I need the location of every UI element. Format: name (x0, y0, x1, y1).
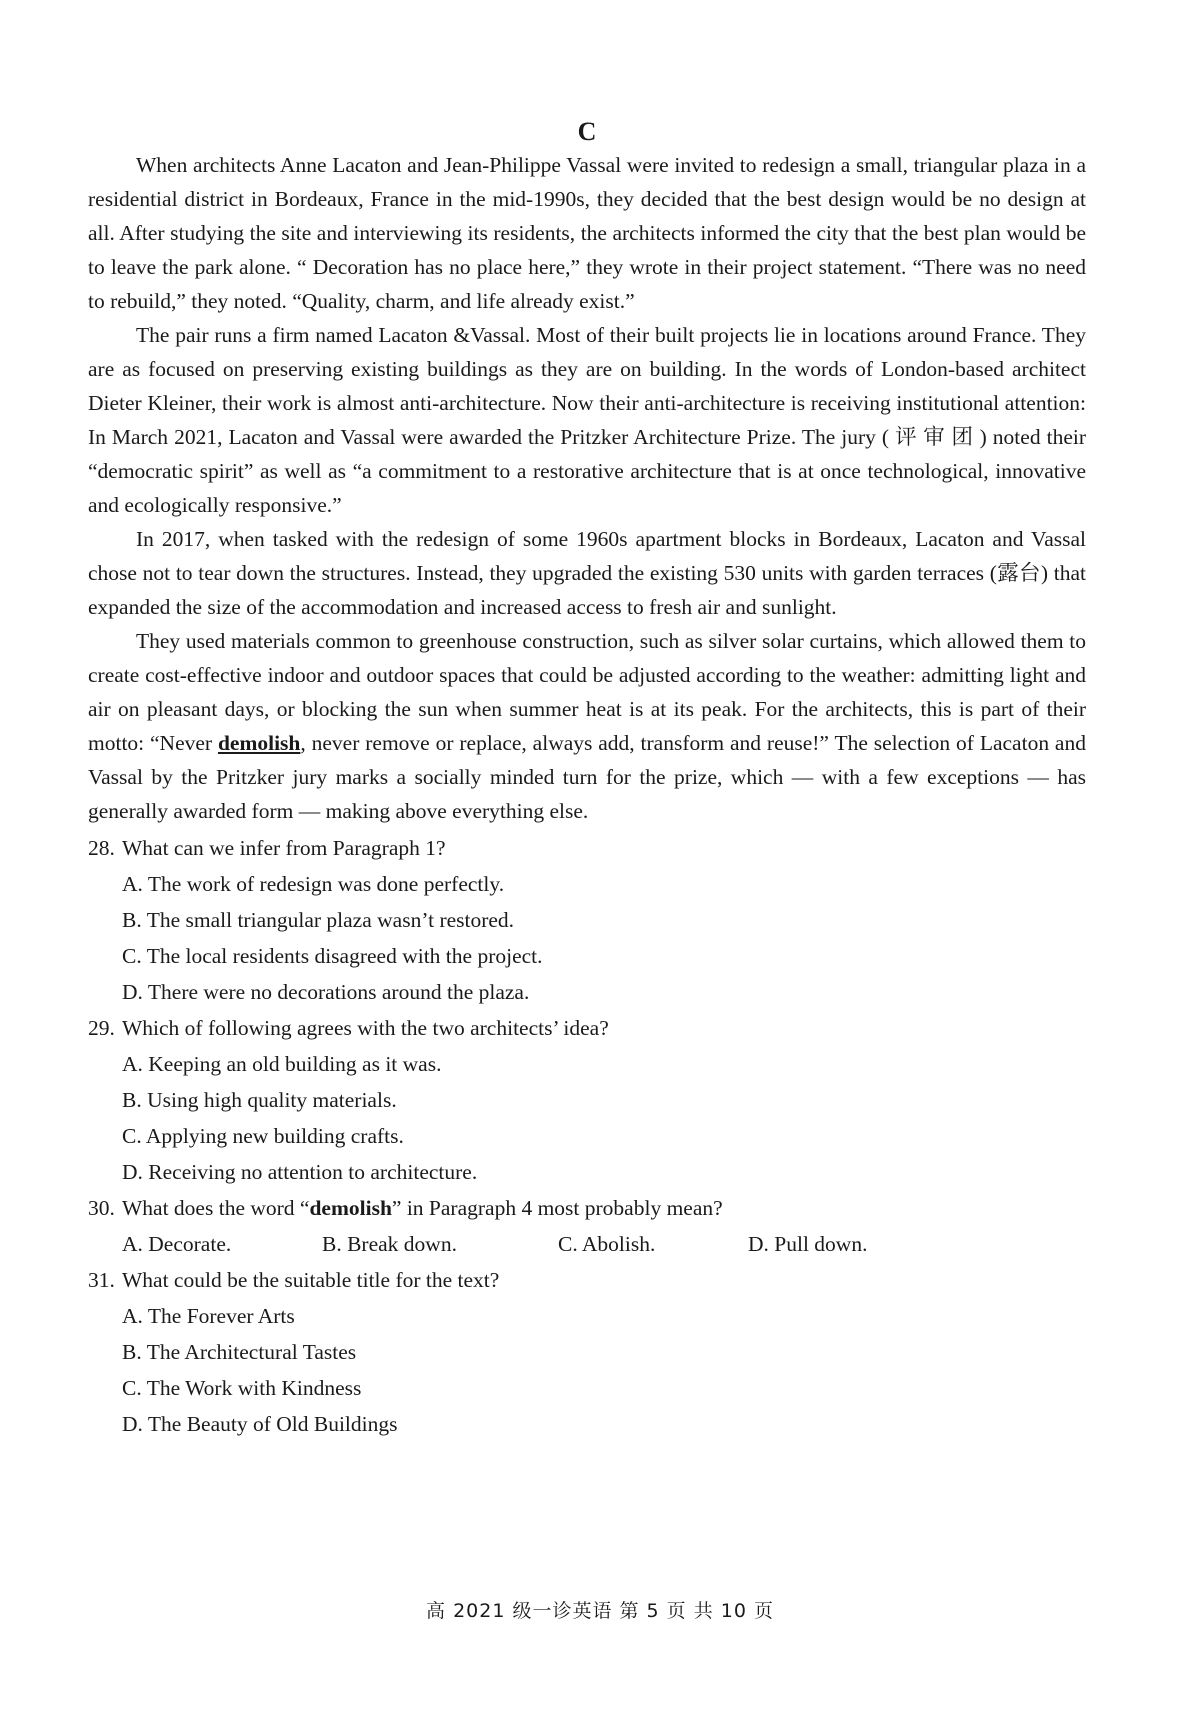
option-a: A. The Forever Arts (122, 1304, 295, 1328)
option-b: B. The Architectural Tastes (122, 1340, 357, 1364)
exam-page (88, 112, 1086, 1442)
question-stem: Which of following agrees with the two architects’ idea? (122, 1016, 609, 1040)
question-31 (88, 1262, 1086, 1442)
question-list (88, 830, 1086, 1442)
question-number: 30. (88, 1196, 115, 1220)
option-c: C. The local residents disagreed with the project. (122, 944, 543, 968)
paragraph-4-text-before: They used materials common to greenhouse construction, such as silver solar curtains, which allowed them to create cost-effective indoor and outdoor spaces that could be adjusted according to the weather: admitting light and air on pleasant days, or blocking the sun when summer heat is at its peak. For the architects, this is part of their motto: “Never (88, 629, 1086, 755)
question-stem-before: What does the word “ (122, 1196, 310, 1220)
option-c: C. The Work with Kindness (122, 1376, 362, 1400)
passage-paragraph-1: When architects Anne Lacaton and Jean-Philippe Vassal were invited to redesign a small, triangular plaza in a residential district in Bordeaux, France in the mid-1990s, they decided that the best design would be no design at all. After studying the site and interviewing its residents, the architects informed the city that the best plan would be to leave the park alone. “ Decoration has no place here,” they wrote in their project statement. “There was no need to rebuild,” they noted. “Quality, charm, and life already exist.” (88, 153, 1086, 313)
option-c: C. Applying new building crafts. (122, 1124, 404, 1148)
option-row (122, 1226, 1086, 1262)
option-d: D. There were no decorations around the plaza. (122, 980, 530, 1004)
question-30 (88, 1190, 1086, 1262)
option-b: B. Break down. (322, 1232, 457, 1256)
option-d: D. Receiving no attention to architecture. (122, 1160, 478, 1184)
question-number: 29. (88, 1016, 115, 1040)
question-28 (88, 830, 1086, 1010)
option-a: A. The work of redesign was done perfectly. (122, 872, 505, 896)
option-a: A. Decorate. (122, 1232, 232, 1256)
option-c: C. Abolish. (558, 1232, 656, 1256)
option-a: A. Keeping an old building as it was. (122, 1052, 442, 1076)
page-footer: 高 2021 级一诊英语 第 5 页 共 10 页 (426, 1600, 774, 1622)
question-stem: What could be the suitable title for the text? (122, 1268, 500, 1292)
question-number: 31. (88, 1268, 115, 1292)
question-stem-after: ” in Paragraph 4 most probably mean? (391, 1196, 723, 1220)
question-number: 28. (88, 836, 115, 860)
option-d: D. The Beauty of Old Buildings (122, 1412, 398, 1436)
question-keyword: demolish (309, 1196, 392, 1220)
keyword-demolish: demolish (217, 731, 301, 755)
passage-paragraph-4 (88, 624, 1086, 828)
question-29 (88, 1010, 1086, 1190)
option-b: B. The small triangular plaza wasn’t restored. (122, 908, 515, 932)
option-d: D. Pull down. (748, 1232, 868, 1256)
option-b: B. Using high quality materials. (122, 1088, 397, 1112)
paragraph-4-text-after: , never remove or replace, always add, transform and reuse!” The selection of Lacaton and Vassal by the Pritzker jury marks a socially minded turn for the prize, which — with a few exceptions — has generally awarded form — making above everything else. (88, 731, 1086, 823)
passage-paragraph-2: The pair runs a firm named Lacaton &Vassal. Most of their built projects lie in locations around France. They are as focused on preserving existing buildings as they are on building. In the words of London-based architect Dieter Kleiner, their work is almost anti-architecture. Now their anti-architecture is receiving institutional attention: In March 2021, Lacaton and Vassal were awarded the Pritzker Architecture Prize. The jury ( 评 审 团 ) noted their “democratic spirit” as well as “a commitment to a restorative architecture that is at once technological, innovative and ecologically responsive.” (88, 323, 1086, 517)
reading-passage (88, 148, 1086, 828)
section-heading: C (577, 117, 597, 146)
passage-paragraph-3: In 2017, when tasked with the redesign of some 1960s apartment blocks in Bordeaux, Lacaton and Vassal chose not to tear down the structures. Instead, they upgraded the existing 530 units with garden terraces (露台) that expanded the size of the accommodation and increased access to fresh air and sunlight. (88, 527, 1086, 619)
question-stem: What can we infer from Paragraph 1? (122, 836, 446, 860)
